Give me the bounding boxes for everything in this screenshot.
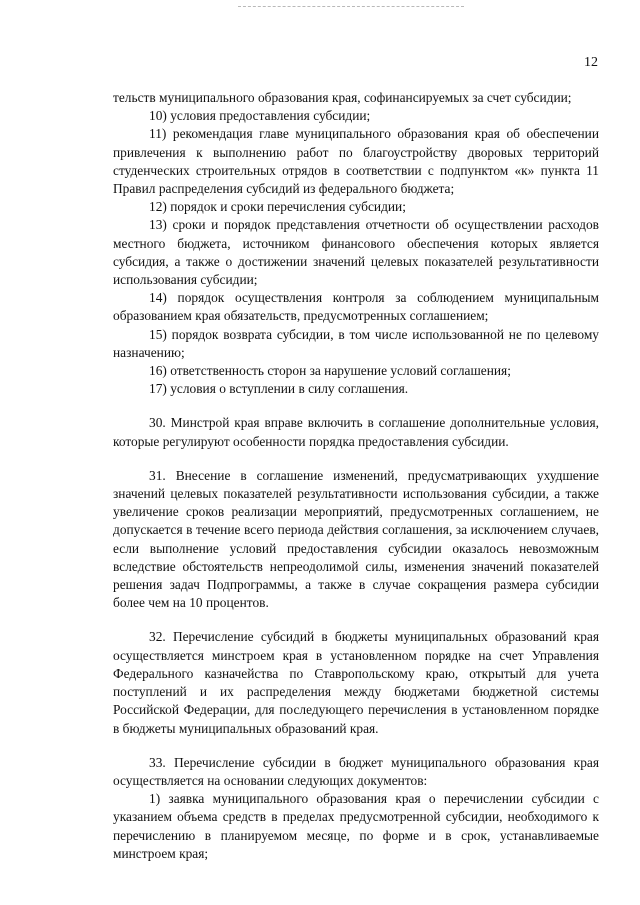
paragraph-33-item-1: 1) заявка муниципального образования края о перечислении субсидии с указанием объема средств в пределах предусмотренной субсидии, необходимого к перечислению в планируемом месяце, по форме и в срок, устанавливаемые минстроем края; [113, 791, 599, 861]
document-body [113, 89, 599, 863]
paragraph-continuation: тельств муниципального образования края, софинансируемых за счет субсидии; [113, 90, 572, 105]
list-item-12: 12) порядок и сроки перечисления субсидии; [149, 199, 406, 215]
paragraph-32: 32. Перечисление субсидий в бюджеты муниципальных образований края осуществляется минстроем края в установленном порядке на счет Управления Федерального казначейства по Ставропольскому краю, открытый для учета поступлений и их распределения между бюджетами бюджетной системы Российской Федерации, для последующего перечисления в установленном порядке в бюджеты муниципальных образований края. [113, 629, 599, 736]
list-item-13: 13) сроки и порядок представления отчетности об осуществлении расходов местного бюджета, источником финансового обеспечения которых является субсидия, а также о достижении значений целевых показателей результативности использования субсидии; [113, 217, 599, 288]
top-dashed-rule [238, 6, 464, 7]
paragraph-30: 30. Минстрой края вправе включить в соглашение дополнительные условия, которые регулируют особенности порядка предоставления субсидии. [113, 415, 599, 449]
list-item-16: 16) ответственность сторон за нарушение условий соглашения; [149, 363, 511, 379]
list-item-17: 17) условия о вступлении в силу соглашения. [149, 381, 409, 397]
list-item-14: 14) порядок осуществления контроля за соблюдением муниципальным образованием края обязательств, предусмотренных соглашением; [113, 290, 599, 324]
list-item-10: 10) условия предоставления субсидии; [149, 108, 371, 124]
paragraph-33: 33. Перечисление субсидии в бюджет муниципального образования края осуществляется на основании следующих документов: [113, 754, 599, 788]
list-item-15: 15) порядок возврата субсидии, в том числе использованной не по целевому назначению; [113, 326, 599, 360]
list-item-11: 11) рекомендация главе муниципального образования края об обеспечении привлечения к выполнению работ по благоустройству дворовых территорий студенческих строительных отрядов в соответствии с подпунктом «к» пункта 11 Правил распределения субсидий из федерального бюджета; [113, 126, 599, 197]
paragraph-31: 31. Внесение в соглашение изменений, предусматривающих ухудшение значений целевых показателей результативности использования субсидии, а также увеличение сроков реализации мероприятий, предусмотренных соглашением, не допускается в течение всего периода действия соглашения, за исключением случаев, если выполнение условий предоставления субсидии оказалось невозможным вследствие обстоятельств непреодолимой силы, изменения значений показателей решения задач Подпрограммы, а также в случае сокращения размера субсидии более чем на 10 процентов. [113, 467, 599, 611]
page-number: 12 [584, 55, 598, 70]
